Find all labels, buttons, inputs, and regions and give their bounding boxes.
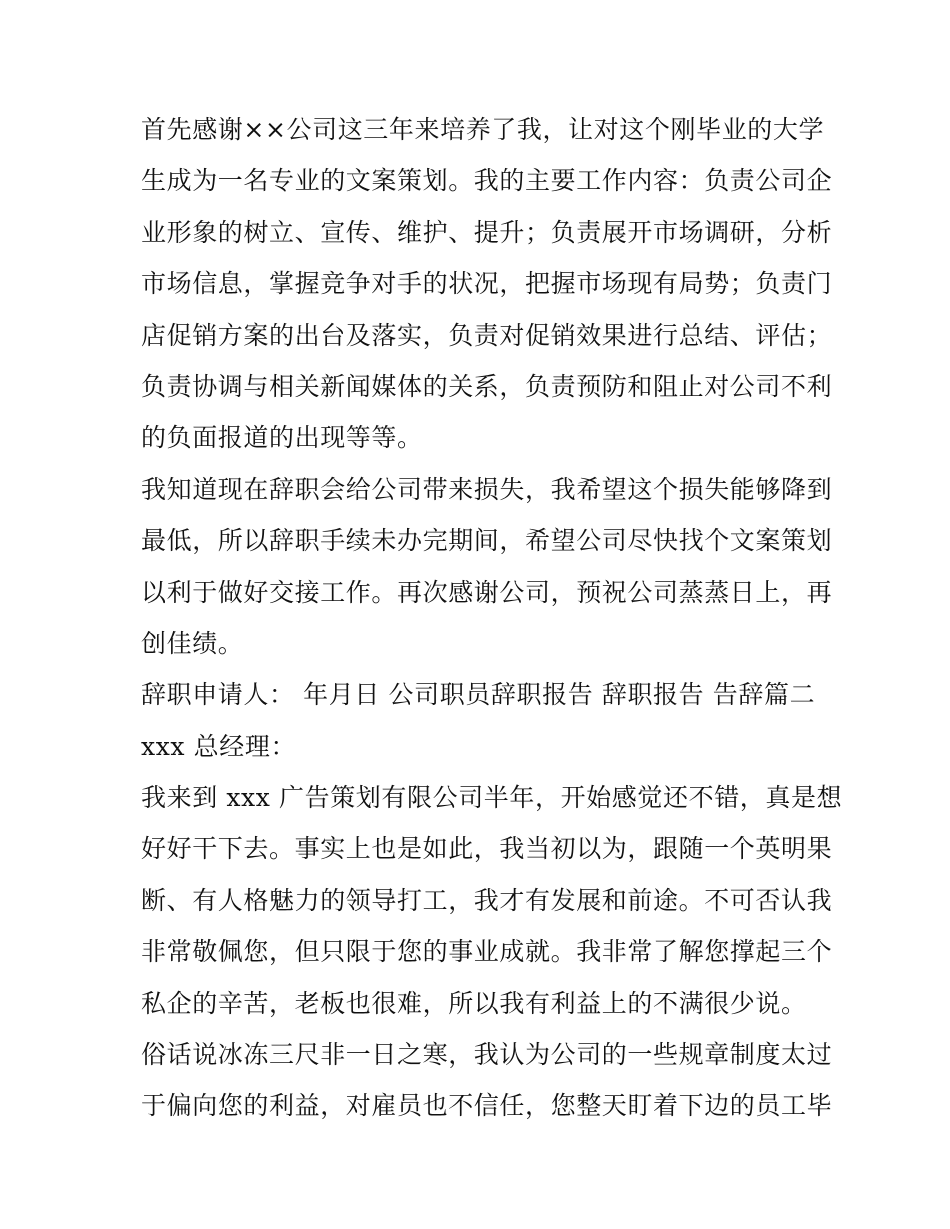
text-line: 我知道现在辞职会给公司带来损失，我希望这个损失能够降到 bbox=[141, 474, 833, 504]
text-line: 创佳绩。 bbox=[141, 628, 244, 658]
text-line: 店促销方案的出台及落实，负责对促销效果进行总结、评估； bbox=[141, 320, 833, 350]
text-line: 非常敬佩您，但只限于您的事业成就。我非常了解您撑起三个 bbox=[141, 937, 833, 967]
text-line: 最低，所以辞职手续未办完期间，希望公司尽快找个文案策划 bbox=[141, 526, 833, 556]
text-line: 市场信息，掌握竞争对手的状况，把握市场现有局势；负责门 bbox=[141, 269, 833, 299]
text-line: 负责协调与相关新闻媒体的关系，负责预防和阻止对公司不利 bbox=[141, 371, 833, 401]
signature-line: 辞职申请人： 年月日 公司职员辞职报告 辞职报告 告辞篇二 bbox=[141, 680, 816, 710]
salutation-line: xxx 总经理： bbox=[141, 731, 297, 761]
text-line: 以利于做好交接工作。再次感谢公司，预祝公司蒸蒸日上，再 bbox=[141, 577, 833, 607]
document-body bbox=[141, 104, 843, 1132]
text-line: 首先感谢××公司这三年来培养了我，让对这个刚毕业的大学 bbox=[141, 115, 825, 144]
text-line: 于偏向您的利益，对雇员也不信任，您整天盯着下边的员工毕 bbox=[141, 1091, 833, 1121]
text-line: 业形象的树立、宣传、维护、提升；负责展开市场调研，分析 bbox=[141, 217, 833, 247]
text-line: 断、有人格魅力的领导打工，我才有发展和前途。不可否认我 bbox=[141, 885, 833, 915]
text-line: 俗话说冰冻三尺非一日之寒，我认为公司的一些规章制度太过 bbox=[141, 1040, 833, 1070]
text-line: 私企的辛苦，老板也很难，所以我有利益上的不满很少说。 bbox=[141, 988, 807, 1018]
text-line: 我来到 xxx 广告策划有限公司半年，开始感觉还不错，真是想 bbox=[141, 783, 843, 813]
text-line: 的负面报道的出现等等。 bbox=[141, 423, 423, 453]
text-line: 好好干下去。事实上也是如此，我当初以为，跟随一个英明果 bbox=[141, 834, 833, 864]
text-line: 生成为一名专业的文案策划。我的主要工作内容：负责公司企 bbox=[141, 166, 833, 196]
